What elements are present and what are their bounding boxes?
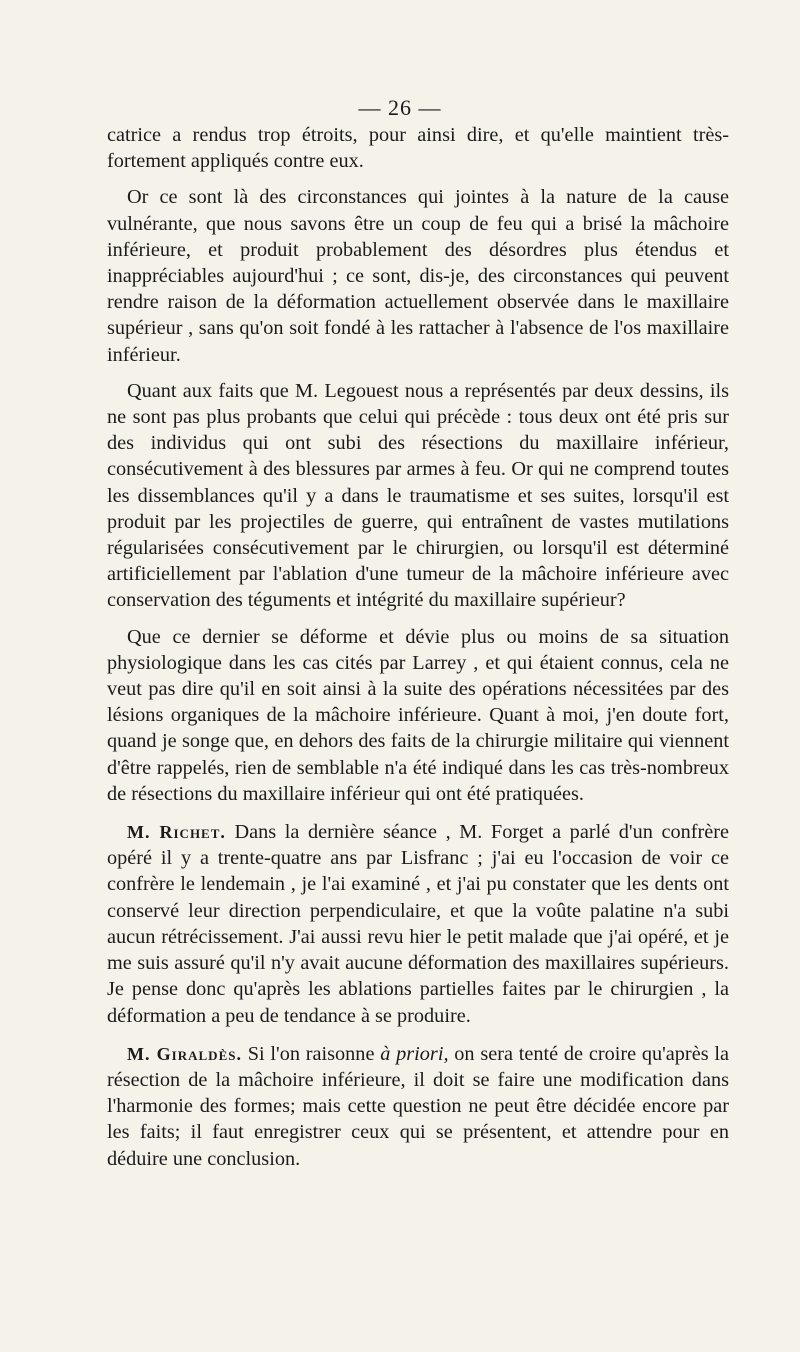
- speaker-giraldes: M. Giraldès.: [127, 1043, 242, 1064]
- paragraph-legouest: Quant aux faits que M. Legouest nous a représentés par deux dessins, ils ne sont pas plus probants que celui qui précède : tous deux ont été pris sur des individus qui ont subi des résections du maxillaire inférieur, consécutivement à des blessures par armes à feu. Or qui ne comprend toutes les dissemblances qu'il y a dans le traumatisme et ses suites, lorsqu'il est produit par les projectiles de guerre, qui entraînent de vastes mutilations régularisées consécutivement par le chirurgien, ou lorsqu'il est déterminé artificiellement par l'ablation d'une tumeur de la mâchoire inférieure avec conservation des téguments et intégrité du maxillaire supérieur?: [107, 379, 729, 612]
- giraldes-text-before: Si l'on raisonne: [241, 1042, 381, 1065]
- paragraph-circonstances: Or ce sont là des circonstances qui jointes à la nature de la cause vulnérante, que nous savons être un coup de feu qui a brisé la mâchoire inférieure, et produit probablement des désordres plus étendus et inappréciables aujourd'hui ; ce sont, dis-je, des circonstances qui peuvent rendre raison de la déformation actuellement observée dans le maxillaire supérieur , sans qu'on soit fondé à les rattacher à l'absence de l'os maxillaire inférieur.: [107, 186, 729, 366]
- speaker-richet: M. Richet.: [127, 822, 226, 843]
- richet-text: Dans la dernière séance , M. Forget a parlé d'un confrère opéré il y a trente-quatre ans par Lisfranc ; j'ai eu l'occasion de voir ce confrère le lendemain , je l'ai examiné , et j'ai pu constater que les dents ont conservé leur direction perpendiculaire, et que la voûte palatine n'a subi aucun rétrécissement. J'ai aussi revu hier le petit malade que j'ai opéré, et je me suis assuré qu'il n'y avait aucune déformation des maxillaires supérieurs. Je pense donc qu'après les ablations partielles faites par le chirurgien , la déformation a peu de tendance à se produire.: [107, 821, 729, 1027]
- page-number: — 26 —: [358, 95, 442, 120]
- giraldes-text-after: on sera tenté de croire qu'après la résection de la mâchoire inférieure, il doit se faire une modification dans l'harmonie des formes; mais cette question ne peut être décidée encore par les faits; il faut enregistrer ceux qui se présentent, et attendre pour en déduire une conclusion.: [107, 1042, 729, 1170]
- giraldes-italic: à priori,: [380, 1042, 449, 1065]
- body-text: [107, 122, 729, 1182]
- paragraph-giraldes: [107, 1041, 729, 1172]
- paragraph-larrey: Que ce dernier se déforme et dévie plus ou moins de sa situation physiologique dans les cas cités par Larrey , et qui étaient connus, cela ne veut pas dire qu'il en soit ainsi à la suite des opérations nécessitées par des lésions organiques de la mâchoire inférieure. Quant à moi, j'en doute fort, quand je songe que, en dehors des faits de la chirurgie militaire qui viennent d'être rappelés, rien de semblable n'a été indiqué dans les cas très-nombreux de résections du maxillaire inférieur qui ont été pratiquées.: [107, 625, 729, 805]
- paragraph-continuation: catrice a rendus trop étroits, pour ainsi dire, et qu'elle maintient très-fortement appliqués contre eux.: [107, 124, 729, 173]
- paragraph-richet: [107, 819, 729, 1029]
